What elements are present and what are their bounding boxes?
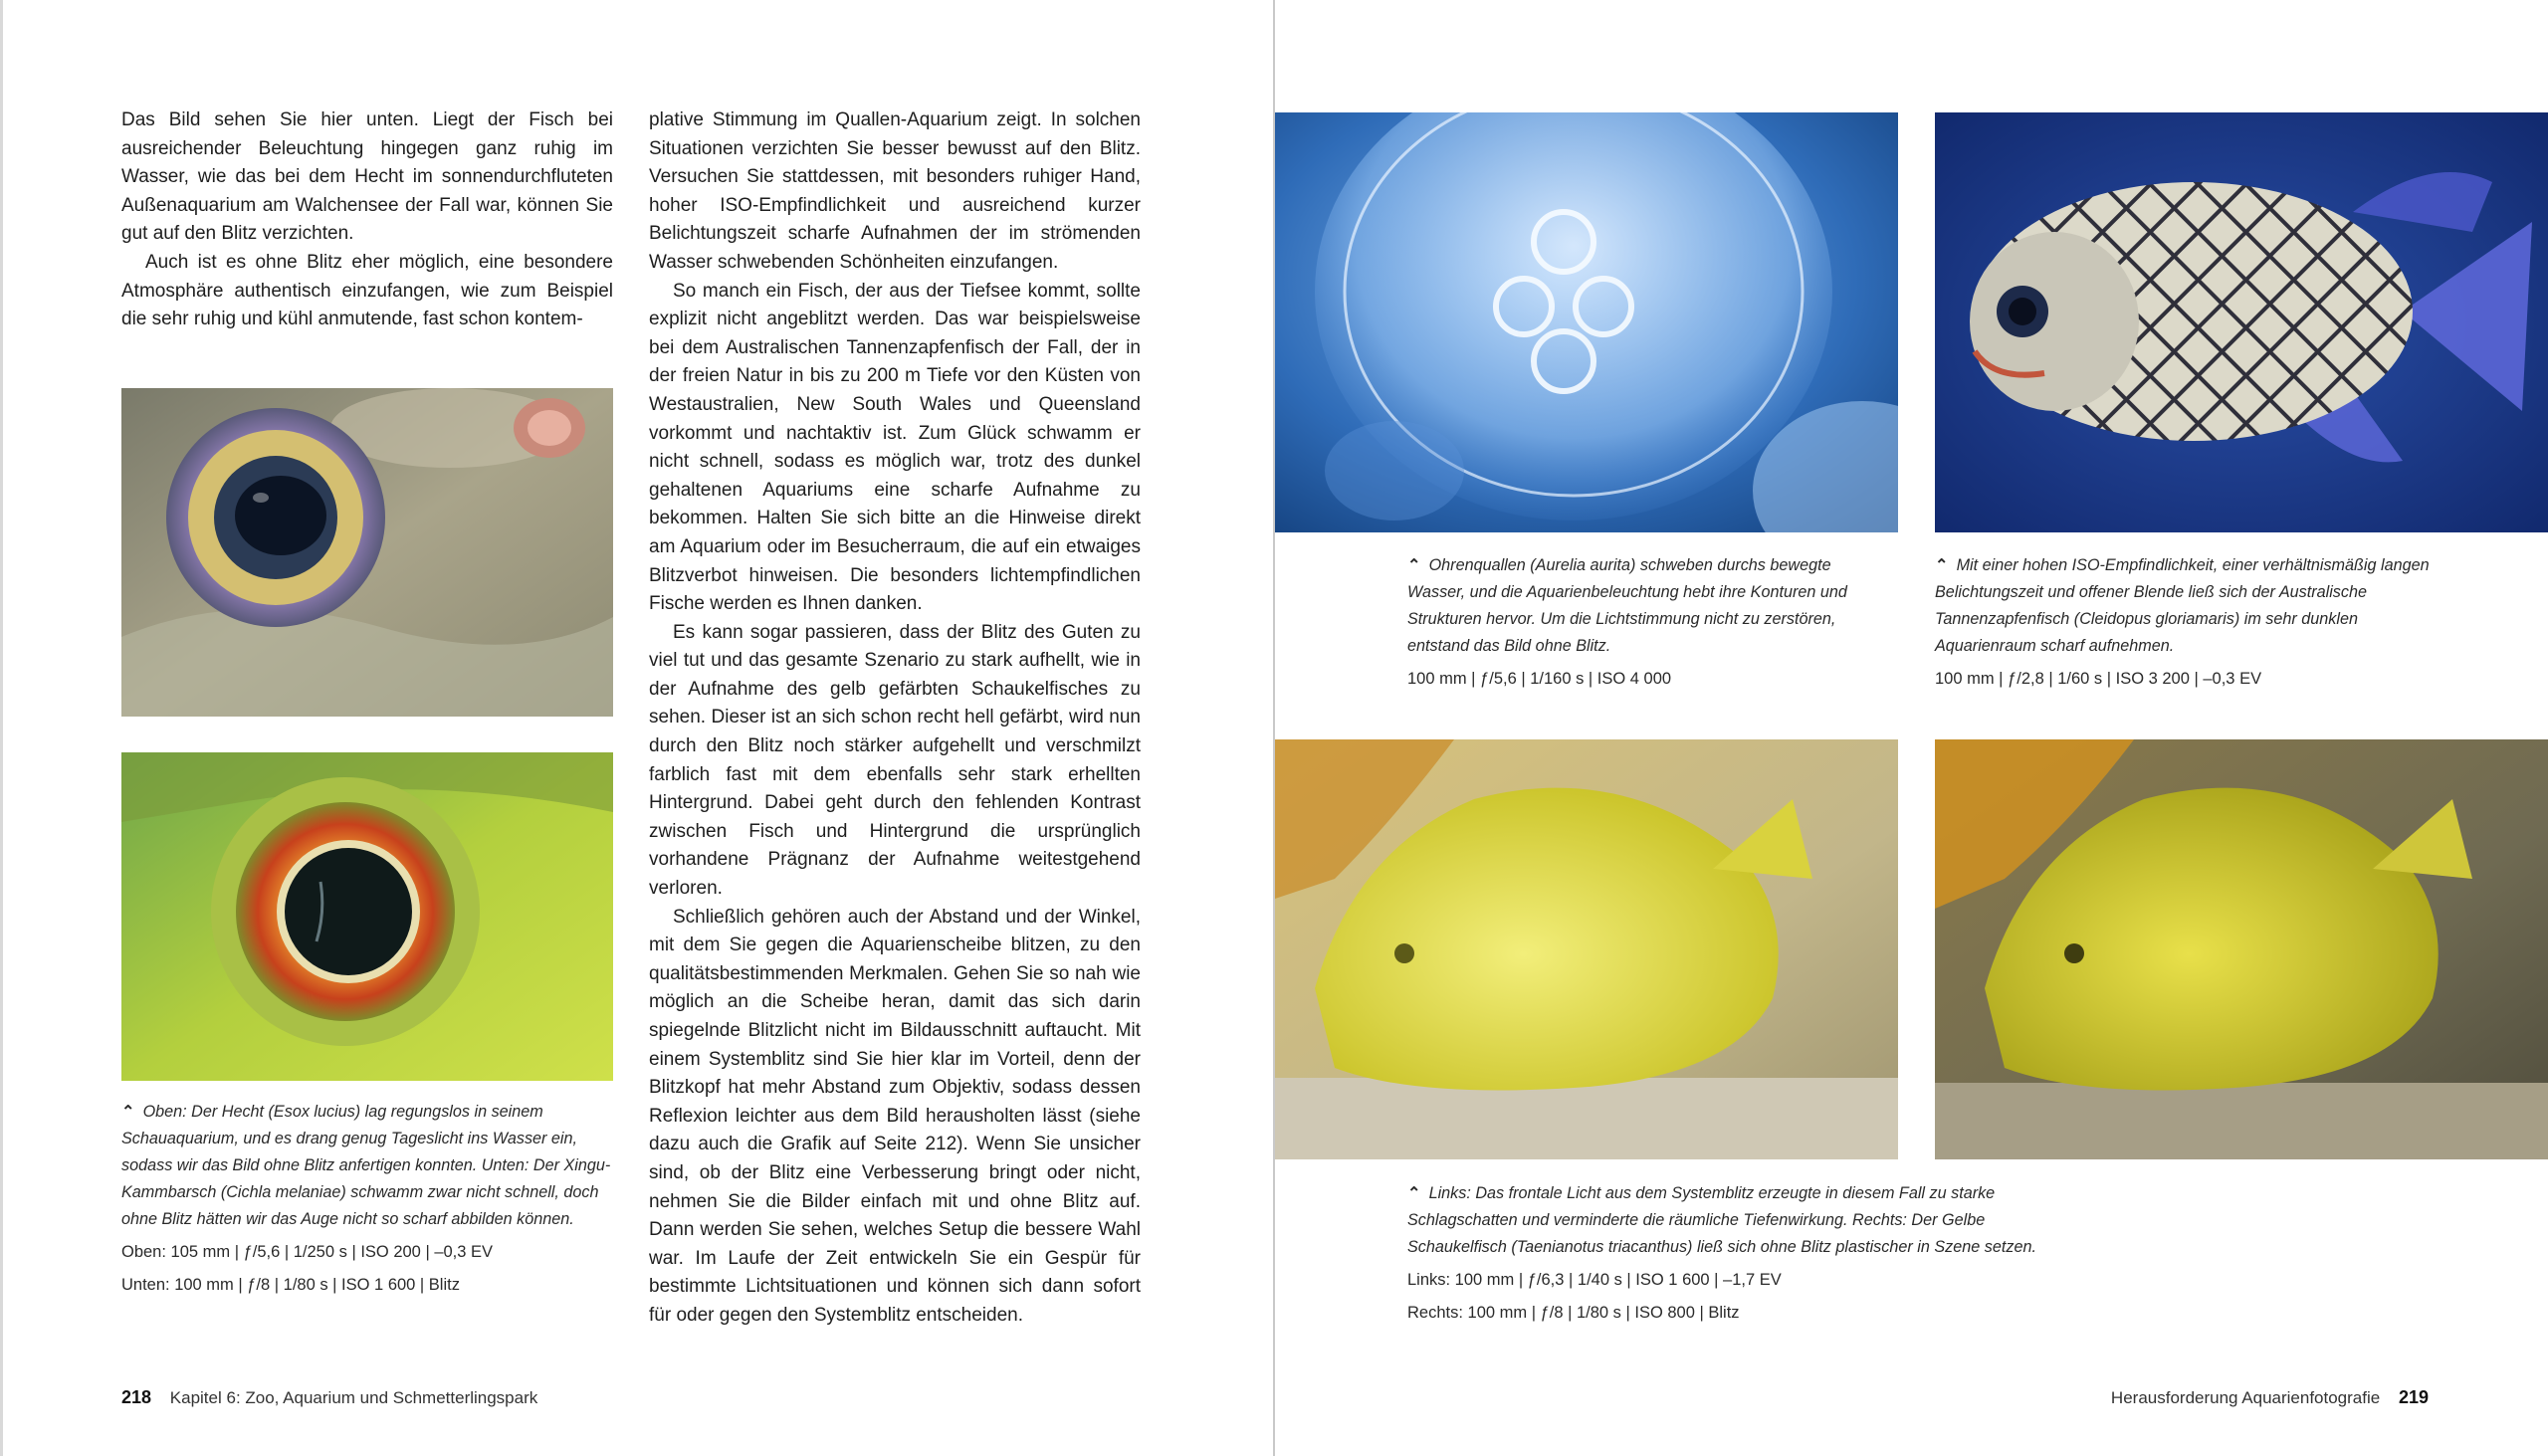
paragraph: Schließlich gehören auch der Abstand und der Winkel, mit dem Sie gegen die Aquarienscheibe blitzen, zu den qualitätsbestimmenden Merkmalen. Gehen Sie so nah wie möglich an die Scheibe heran, damit das sich darin spiegelnde Blitzlicht nicht im Bildausschnitt auftaucht. Mit einem Systemblitz sind Sie hier klar im Vorteil, denn der Blitzkopf hat mehr Abstand zum Objektiv, sodass dessen Reflexion leichter aus dem Bild herausholten lässt (siehe dazu auch die Grafik auf Seite 212). Wenn Sie unsicher sind, ob der Blitz eine Verbesserung bringt oder nicht, nehmen Sie die Bilder einfach mit und ohne Blitz auf. Dann werden Sie sehen, welches Setup die bessere Wahl war. Im Laufe der Zeit entwickeln Sie ein Gespür für bestimmte Lichtsituationen und können sich dann sofort für oder gegen den Systemblitz entscheiden. — [649, 906, 1141, 1326]
caption-text: Links: Das frontale Licht aus dem Systemblitz erzeugte in diesem Fall zu starke Schlagschatten und verminderte die räumliche Tiefenwirkung. Rechts: Der Gelbe Schaukelfisch (Taenianotus triacanthus) ließ sich ohne Blitz plastischer in Szene setzen. — [1407, 1184, 2036, 1256]
page-number: 219 — [2398, 1387, 2429, 1407]
paragraph: Das Bild sehen Sie hier unten. Liegt der Fisch bei ausreichender Beleuchtung hingegen ganz ruhig im Wasser, wie das bei dem Hecht im sonnendurchfluteten Außenaquarium am Walchensee der Fall war, können Sie gut auf den Blitz verzichten. — [121, 109, 613, 245]
caption-leaffish — [1407, 1180, 2084, 1327]
caption-eyes — [121, 1099, 613, 1299]
caption-jellyfish — [1407, 552, 1875, 693]
folio-right — [2111, 1385, 2429, 1410]
photo-leaffish-flash — [1275, 739, 1898, 1159]
running-head: Kapitel 6: Zoo, Aquarium und Schmetterlingspark — [169, 1388, 538, 1407]
paragraph: Auch ist es ohne Blitz eher möglich, eine besondere Atmosphäre authentisch einzufangen, wie zum Beispiel die sehr ruhig und kühl anmutende, fast schon kontem- — [121, 251, 613, 330]
exif-left: Links: 100 mm | ƒ/6,3 | 1/40 s | ISO 1 600 | –1,7 EV — [1407, 1271, 1782, 1289]
paragraph: So manch ein Fisch, der aus der Tiefsee kommt, sollte explizit nicht angeblitzt werden. Das war beispielsweise bei dem Australischen Tannenzapfenfisch der Fall, der in der freien Natur in bis zu 200 m Tiefe vor den Küsten von Westaustralien, New South Wales und Queensland vorkommt und nachtaktiv ist. Zum Glück schwamm er nicht schnell, sodass es möglich war, trotz des dunkel gehaltenen Aquariums eine scharfe Aufnahme zu bekommen. Halten Sie sich bitte an die Hinweise direkt am Aquarium oder im Besucherraum, die auf ein etwaiges Blitzverbot hinweisen. Die besonders lichtempfindlichen Fische werden es Ihnen danken. — [649, 280, 1141, 615]
text-column-2 — [649, 106, 1141, 1331]
caret-up-icon: ⌃ — [1935, 556, 1949, 574]
text-column-1 — [121, 106, 613, 334]
caret-up-icon: ⌃ — [1407, 556, 1421, 574]
photo-jellyfish — [1275, 112, 1898, 532]
photo-cichlid-eye — [121, 752, 613, 1081]
exif-right: Rechts: 100 mm | ƒ/8 | 1/80 s | ISO 800 | Blitz — [1407, 1304, 1740, 1322]
exif-top: Oben: 105 mm | ƒ/5,6 | 1/250 s | ISO 200 | –0,3 EV — [121, 1243, 494, 1261]
exif: 100 mm | ƒ/5,6 | 1/160 s | ISO 4 000 — [1407, 670, 1672, 688]
caret-up-icon: ⌃ — [1407, 1184, 1421, 1202]
caption-text: Oben: Der Hecht (Esox lucius) lag regungslos in seinem Schauaquarium, und es drang genug Tageslicht ins Wasser ein, sodass wir das Bild ohne Blitz anfertigen konnten. Unten: Der Xingu-Kammbarsch (Cichla melaniae) schwamm zwar nicht schnell, doch ohne Blitz hätten wir das Auge nicht so scharf abbilden können. — [121, 1103, 611, 1228]
caption-text: Ohrenquallen (Aurelia aurita) schweben durchs bewegte Wasser, und die Aquarienbeleuchtung hebt ihre Konturen und Strukturen hervor. Um die Lichtstimmung nicht zu zerstören, entstand das Bild ohne Blitz. — [1407, 556, 1847, 655]
paragraph: Es kann sogar passieren, dass der Blitz des Guten zu viel tut und das gesamte Szenario zu stark aufhellt, wie in der Aufnahme des gelb gefärbten Schaukelfisches zu sehen. Dieser ist an sich schon recht hell gefärbt, wird nun durch den Blitz noch stärker aufgehellt und verschmilzt farblich fast mit dem ebenfalls sehr stark erhellten Hintergrund. Dabei geht durch den fehlenden Kontrast zwischen Fisch und Hintergrund die ursprünglich vorhandene Prägnanz der Aufnahme weitestgehend verloren. — [649, 621, 1141, 900]
photo-pike-eye — [121, 388, 613, 717]
exif-bottom: Unten: 100 mm | ƒ/8 | 1/80 s | ISO 1 600 | Blitz — [121, 1276, 460, 1294]
folio-left — [121, 1385, 537, 1410]
caption-pinecone-fish — [1935, 552, 2442, 693]
photo-pinecone-fish — [1935, 112, 2548, 532]
caret-up-icon: ⌃ — [121, 1103, 135, 1121]
photo-leaffish-natural — [1935, 739, 2548, 1159]
paragraph: plative Stimmung im Quallen-Aquarium zeigt. In solchen Situationen verzichten Sie besser bewusst auf den Blitz. Versuchen Sie stattdessen, mit besonders ruhiger Hand, hoher ISO-Empfindlichkeit und ausreichend kurzer Belichtungszeit scharfe Aufnahmen der im strömenden Wasser schwebenden Schönheiten einzufangen. — [649, 109, 1141, 273]
running-head: Herausforderung Aquarienfotografie — [2110, 1388, 2381, 1407]
page-edge — [0, 0, 3, 1456]
exif: 100 mm | ƒ/2,8 | 1/60 s | ISO 3 200 | –0,3 EV — [1935, 670, 2262, 688]
page-number: 218 — [121, 1387, 152, 1407]
caption-text: Mit einer hohen ISO-Empfindlichkeit, einer verhältnismäßig langen Belichtungszeit und offener Blende ließ sich der Australische Tannenzapfenfisch (Cleidopus gloriamaris) im sehr dunklen Aquarienraum scharf aufnehmen. — [1935, 556, 2430, 655]
